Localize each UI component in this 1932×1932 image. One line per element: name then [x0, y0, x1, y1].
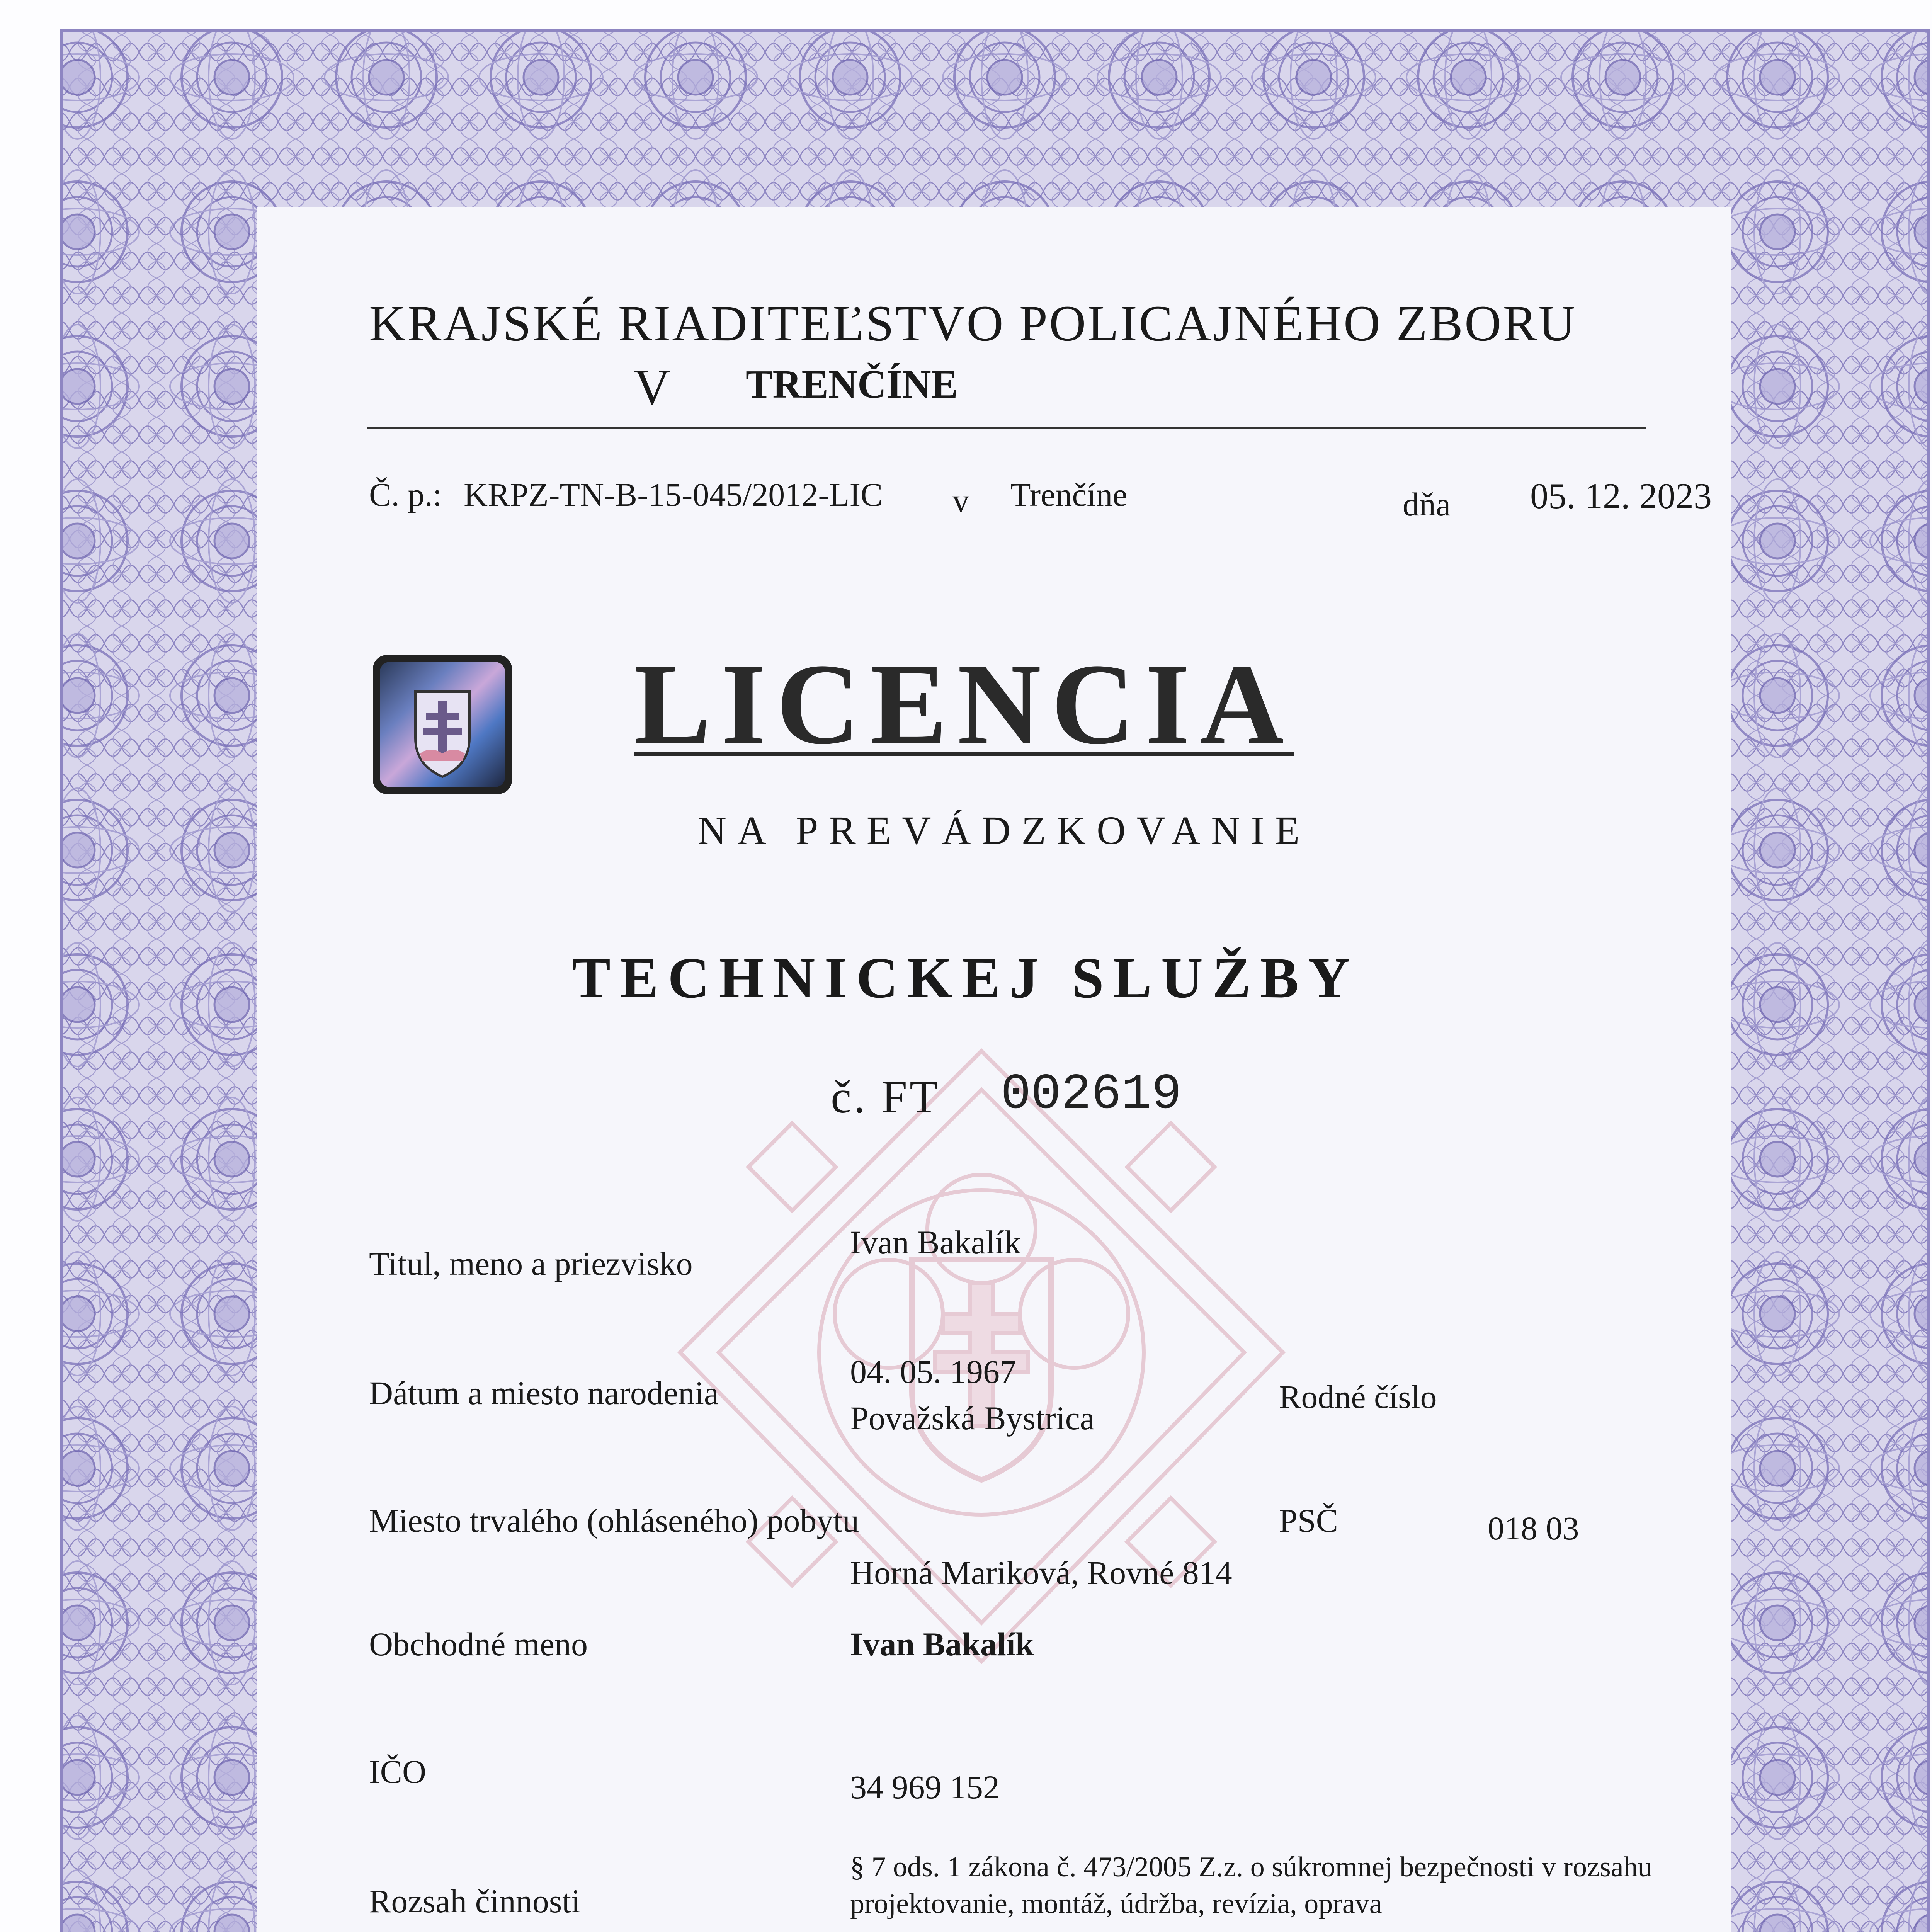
- license-number-prefix: č. FT: [831, 1071, 940, 1122]
- name-value: Ivan Bakalík: [850, 1224, 1021, 1261]
- document-title: LICENCIA: [634, 640, 1294, 768]
- birth-label: Dátum a miesto narodenia: [369, 1374, 719, 1412]
- psc-label: PSČ: [1279, 1502, 1338, 1539]
- scope-line-1: § 7 ods. 1 zákona č. 473/2005 Z.z. o súkromnej bezpečnosti v rozsahu: [850, 1851, 1652, 1883]
- reference-date-label: dňa: [1403, 486, 1451, 523]
- residence-label: Miesto trvalého (ohláseného) pobytu: [369, 1502, 859, 1539]
- service-type: TECHNICKEJ SLUŽBY: [572, 946, 1359, 1010]
- name-label: Titul, meno a priezvisko: [369, 1245, 693, 1282]
- document-subtitle: NA PREVÁDZKOVANIE: [697, 808, 1311, 853]
- reference-label: Č. p.:: [369, 476, 442, 513]
- reference-place: Trenčíne: [1010, 476, 1128, 513]
- business-name-label: Obchodné meno: [369, 1626, 588, 1663]
- birth-place: Považská Bystrica: [850, 1400, 1095, 1437]
- reference-date: 05. 12. 2023: [1530, 476, 1712, 516]
- scope-line-2: projektovanie, montáž, údržba, revízia, oprava: [850, 1888, 1382, 1920]
- license-number: 002619: [1001, 1066, 1182, 1123]
- business-name-value: Ivan Bakalík: [850, 1626, 1034, 1663]
- authority-in-prefix: V: [634, 359, 672, 415]
- authority-name: KRAJSKÉ RIADITEĽSTVO POLICAJNÉHO ZBORU: [369, 295, 1577, 352]
- header-rule: [367, 427, 1646, 429]
- reference-number: KRPZ-TN-B-15-045/2012-LIC: [464, 476, 883, 513]
- birth-number-label: Rodné číslo: [1279, 1378, 1437, 1415]
- residence-value: Horná Mariková, Rovné 814: [850, 1554, 1232, 1591]
- ico-value: 34 969 152: [850, 1769, 1000, 1806]
- hologram-emblem-icon: [373, 655, 512, 794]
- ico-label: IČO: [369, 1753, 427, 1790]
- reference-in-prefix: v: [952, 482, 969, 519]
- scope-label: Rozsah činnosti: [369, 1883, 580, 1920]
- psc-value: 018 03: [1488, 1510, 1579, 1547]
- birth-date: 04. 05. 1967: [850, 1353, 1016, 1390]
- authority-city: TRENČÍNE: [746, 362, 958, 406]
